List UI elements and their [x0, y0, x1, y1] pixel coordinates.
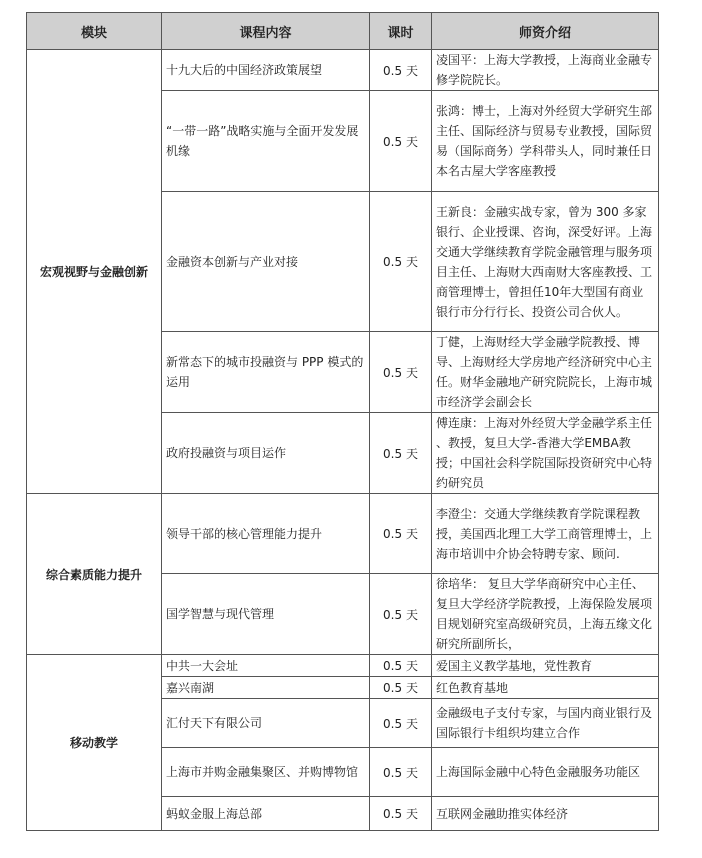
module-cell: 移动教学 — [27, 655, 162, 831]
course-content: 新常态下的城市投融资与 PPP 模式的运用 — [162, 332, 370, 413]
course-content: 十九大后的中国经济政策展望 — [162, 50, 370, 91]
course-hours: 0.5 天 — [370, 192, 432, 332]
course-hours: 0.5 天 — [370, 677, 432, 699]
module-cell: 宏观视野与金融创新 — [27, 50, 162, 494]
course-hours: 0.5 天 — [370, 574, 432, 655]
teacher-intro: 丁健，上海财经大学金融学院教授、博导、上海财经大学房地产经济研究中心主任。财华金融地产研究院院长，上海市城市经济学会副会长 — [432, 332, 659, 413]
course-content: “一带一路”战略实施与全面开发发展机缘 — [162, 91, 370, 192]
header-module: 模块 — [27, 13, 162, 50]
course-content: 金融资本创新与产业对接 — [162, 192, 370, 332]
course-hours: 0.5 天 — [370, 748, 432, 797]
course-table — [26, 12, 659, 831]
course-hours: 0.5 天 — [370, 50, 432, 91]
course-hours: 0.5 天 — [370, 699, 432, 748]
header-row — [27, 13, 659, 50]
teacher-intro: 金融级电子支付专家，与国内商业银行及国际银行卡组织均建立合作 — [432, 699, 659, 748]
table-row — [27, 655, 659, 677]
course-hours: 0.5 天 — [370, 413, 432, 494]
teacher-intro: 上海国际金融中心特色金融服务功能区 — [432, 748, 659, 797]
course-content: 领导干部的核心管理能力提升 — [162, 494, 370, 574]
course-content: 政府投融资与项目运作 — [162, 413, 370, 494]
teacher-intro: 凌国平：上海大学教授，上海商业金融专修学院院长。 — [432, 50, 659, 91]
course-hours: 0.5 天 — [370, 332, 432, 413]
header-content: 课程内容 — [162, 13, 370, 50]
teacher-intro: 徐培华： 复旦大学华商研究中心主任、复旦大学经济学院教授，上海保险发展项目规划研究室高级研究员，上海五缘文化研究所副所长， — [432, 574, 659, 655]
course-hours: 0.5 天 — [370, 91, 432, 192]
header-teacher: 师资介绍 — [432, 13, 659, 50]
teacher-intro: 红色教育基地 — [432, 677, 659, 699]
teacher-intro: 傅连康：上海对外经贸大学金融学系主任 、教授，复旦大学-香港大学EMBA教授；中国社会科学院国际投资研究中心特约研究员 — [432, 413, 659, 494]
table-row — [27, 50, 659, 91]
teacher-intro: 王新良：金融实战专家，曾为 300 多家银行、企业授课、咨询，深受好评。上海交通大学继续教育学院金融管理与服务项目主任、上海财大西南财大客座教授、工商管理博士，曾担任10年大型国有商业银行市分行行长、投资公司合伙人。 — [432, 192, 659, 332]
teacher-intro: 互联网金融助推实体经济 — [432, 797, 659, 831]
module-cell: 综合素质能力提升 — [27, 494, 162, 655]
course-content: 蚂蚁金服上海总部 — [162, 797, 370, 831]
teacher-intro: 爱国主义教学基地，党性教育 — [432, 655, 659, 677]
table-row — [27, 494, 659, 574]
teacher-intro: 李澄尘：交通大学继续教育学院课程教授，美国西北理工大学工商管理博士，上海市培训中介协会特聘专家、顾问. — [432, 494, 659, 574]
course-content: 中共一大会址 — [162, 655, 370, 677]
course-hours: 0.5 天 — [370, 655, 432, 677]
course-content: 上海市并购金融集聚区、并购博物馆 — [162, 748, 370, 797]
course-content: 嘉兴南湖 — [162, 677, 370, 699]
teacher-intro: 张鸿：博士，上海对外经贸大学研究生部主任、国际经济与贸易专业教授，国际贸易（国际商务）学科带头人，同时兼任日本名古屋大学客座教授 — [432, 91, 659, 192]
course-content: 国学智慧与现代管理 — [162, 574, 370, 655]
course-hours: 0.5 天 — [370, 797, 432, 831]
course-content: 汇付天下有限公司 — [162, 699, 370, 748]
course-hours: 0.5 天 — [370, 494, 432, 574]
header-hours: 课时 — [370, 13, 432, 50]
